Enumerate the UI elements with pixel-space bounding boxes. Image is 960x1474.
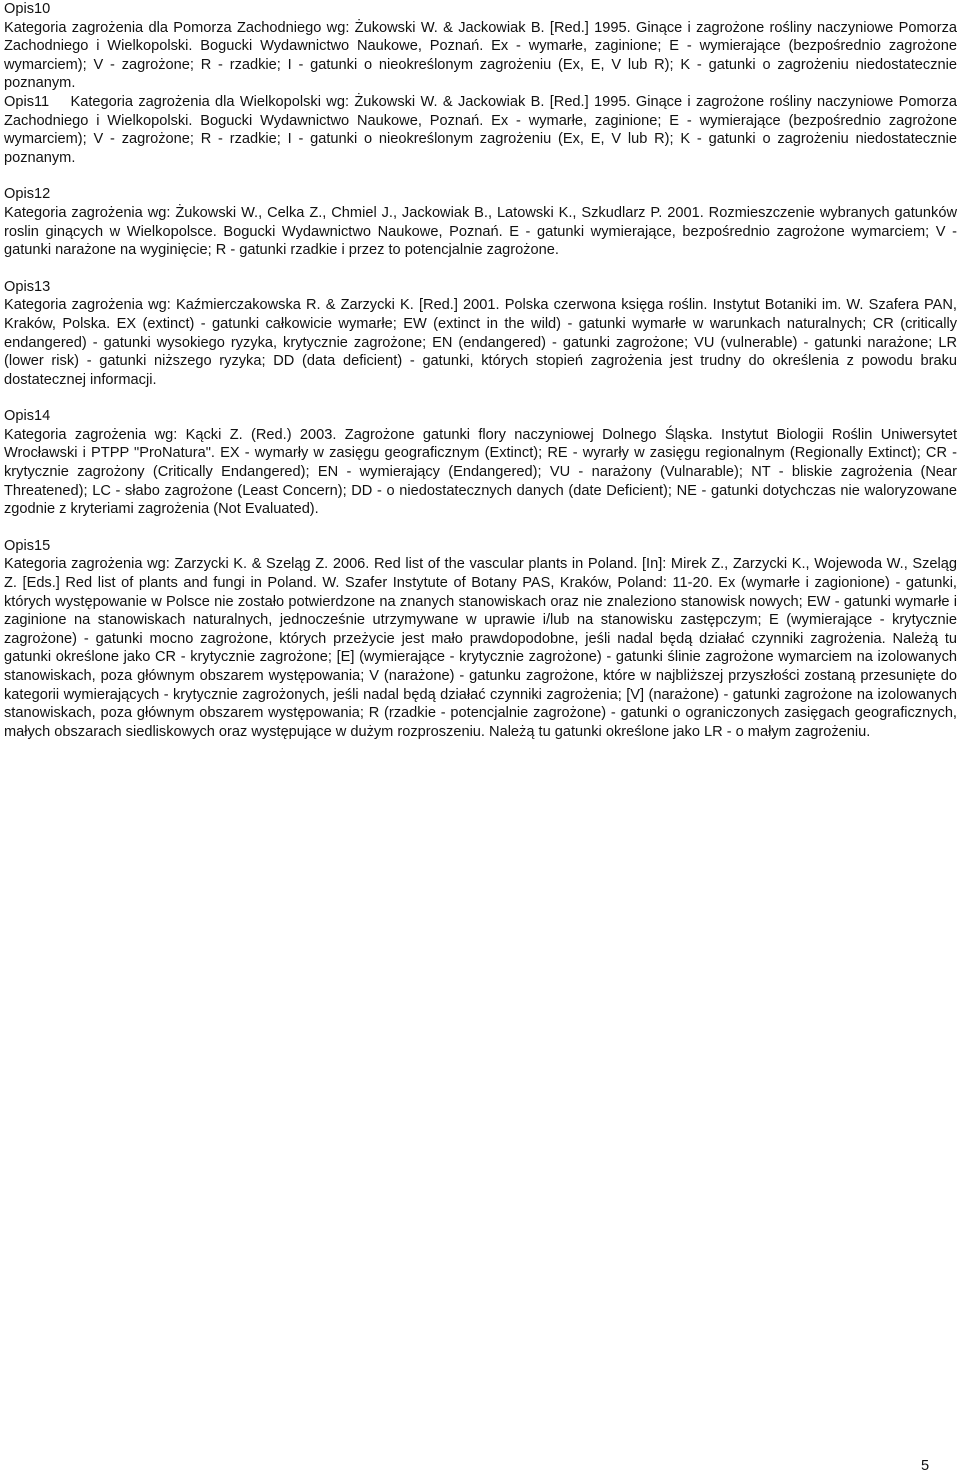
section-opis11 bbox=[4, 93, 957, 167]
section-text: Kategoria zagrożenia wg: Kącki Z. (Red.) 2003. Zagrożone gatunki flory naczyniowej Dolnego Śląska. Instytut Biologii Roślin Uniwersytet Wrocławski i PTPP "ProNatura". EX - wymarły w zasięgu geograficznym (Extinct); RE - wyrarły w zasięgu regionalnym (Regionally Extinct); CR - krytycznie zagrożony (Critically Endangered); EN - wymierający (Endangered); VU - narażony (Vulnarable); NT - bliskie zagrożenia (Near Threatened); LC - słabo zagrożone (Least Concern); DD - o niedostatecznych danych (date Deficient); NE - gatunki dotychczas nie waloryzowane zgodnie z kryteriami zagrożenia (Not Evaluated). bbox=[4, 426, 957, 518]
paragraph-gap bbox=[4, 519, 957, 537]
document-page bbox=[4, 0, 957, 741]
section-text: Kategoria zagrożenia wg: Kaźmierczakowska R. & Zarzycki K. [Red.] 2001. Polska czerwona księga roślin. Instytut Botaniki im. W. Szafera PAN, Kraków, Polska. EX (extinct) - gatunki całkowicie wymarłe; EW (extinct in the wild) - gatunki wymarłe w warunkach naturalnych; CR (critically endangered) - gatunki wysokiego ryzyka, krytycznie zagrożone; EN (endangered) - gatunki zagrożone; VU (vulnerable) - gatunki narażone; LR (lower risk) - gatunki niższego ryzyka; DD (data deficient) - gatunki, których stopień zagrożenia jest trudny do określenia z powodu braku dostatecznej informacji. bbox=[4, 297, 957, 388]
paragraph-gap bbox=[4, 167, 957, 185]
section-text: Kategoria zagrożenia wg: Żukowski W., Celka Z., Chmiel J., Jackowiak B., Latowski K., Szkudlarz P. 2001. Rozmieszczenie wybranych gatunków roslin ginących w Wielkopolsce. Bogucki Wydawnictwo Naukowe, Poznań. E - gatunki wymierające, bezpośrednio zagrożone wymarciem; V - gatunki narażone na wyginięcie; R - gatunki rzadkie i przez to potencjalnie zagrożone. bbox=[4, 204, 957, 259]
section-text: Kategoria zagrożenia wg: Zarzycki K. & Szeląg Z. 2006. Red list of the vascular plants in Poland. [In]: Mirek Z., Zarzycki K., Wojewoda W., Szeląg Z. [Eds.] Red list of plants and fungi in Poland. W. Szafer Instytute of Botany PAS, Kraków, Poland: 11-20. Ex (wymarłe i zagionione) - gatunki, których występowanie w Polsce nie zostało potwierdzone na znanych stanowiskach oraz nie znaleziono stanowisk nowych; EW - gatunki wymarłe i zaginione na stanowiskach naturalnych, jednocześnie utrzymywane w uprawie i/lub na stanowisku zastępczym; E (wymierające - krytycznie zagrożone) - gatunki mocno zagrożone, których przeżycie jest mało prawdopodobne, jeśli nadal będą działać czynniki zagrożenia. Należą tu gatunki określone jako CR - krytycznie zagrożone; [E] (wymierające - krytycznie zagrożone) - gatunki ślinie zagrożone wymarciem na izolowanych stanowiskach, poza głównym obszarem występowania; V (narażone) - gatunku zagrożone, które w najbliższej przyszłości zostaną przesunięte do kategorii wymierających - krytycznie zagrożonych, jeśli nadal będą działać czynniki zagrożenia; [V] (narażone) - gatunki zagrożone na izolowanych stanowiskach, poza głównym obszarem występowania; R (rzadkie - potencjalnie zagrożone) - gatunki o ograniczonych zasięgach geograficznych, małych obszarach siedliskowych oraz występujące w dużym rozproszeniu. Należą tu gatunki określone jako LR - o małym zagrożeniu. bbox=[4, 556, 957, 740]
section-heading: Opis10 bbox=[4, 1, 51, 17]
section-text-inline bbox=[4, 93, 957, 167]
section-text: Kategoria zagrożenia dla Wielkopolski wg: Żukowski W. & Jackowiak B. [Red.] 1995. Ginące i zagrożone rośliny naczyniowe Pomorza Zachodniego i Wielkopolski. Bogucki Wydawnictwo Naukowe, Poznań. Ex - wymarłe, zaginione; E - wymierające (bezpośrednio zagrożone wymarciem); V - zagrożone; R - rzadkie; I - gatunki o nieokreślonym zagrożeniu (Ex, E, V lub R); K - gatunki o zagrożeniu niedostatecznie poznanym. bbox=[4, 93, 957, 166]
section-opis12 bbox=[4, 185, 957, 259]
section-opis14 bbox=[4, 407, 957, 519]
section-heading: Opis11 bbox=[4, 93, 50, 110]
section-opis10 bbox=[4, 0, 957, 93]
section-opis15 bbox=[4, 537, 957, 742]
section-heading: Opis15 bbox=[4, 537, 51, 554]
paragraph-gap bbox=[4, 389, 957, 407]
paragraph-gap bbox=[4, 260, 957, 278]
section-heading: Opis14 bbox=[4, 408, 51, 425]
section-opis13 bbox=[4, 278, 957, 390]
section-heading: Opis13 bbox=[4, 278, 51, 295]
section-heading: Opis12 bbox=[4, 186, 51, 203]
section-text: Kategoria zagrożenia dla Pomorza Zachodniego wg: Żukowski W. & Jackowiak B. [Red.] 1995. Ginące i zagrożone rośliny naczyniowe Pomorza Zachodniego i Wielkopolski. Bogucki Wydawnictwo Naukowe, Poznań. Ex - wymarłe, zaginione; E - wymierające (bezpośrednio zagrożone wymarciem); V - zagrożone; R - rzadkie; I - gatunki o nieokreślonym zagrożeniu (Ex, E, V lub R); K - gatunki o zagrożeniu niedostatecznie poznanym. bbox=[4, 19, 957, 92]
page-number: 5 bbox=[921, 1458, 930, 1474]
